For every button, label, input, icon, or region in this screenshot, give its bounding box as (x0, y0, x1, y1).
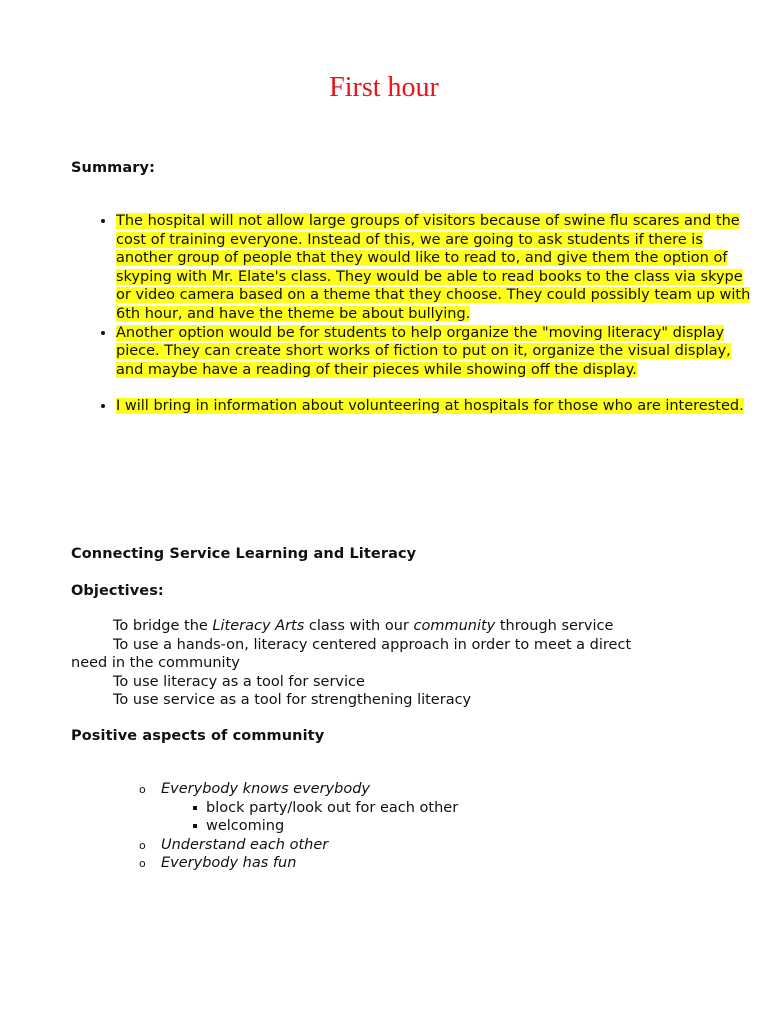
summary-item-text: I will bring in information about volunteering at hospitals for those who are interested. (116, 398, 744, 415)
objective-item: To use literacy as a tool for service (113, 673, 365, 690)
summary-item (116, 397, 756, 416)
objective-emphasis: community (413, 618, 496, 634)
positive-item-text: Everybody knows everybody (161, 781, 370, 797)
summary-item (116, 324, 756, 380)
objective-item (71, 617, 671, 636)
objectives-list (71, 617, 671, 710)
positive-sublist (161, 799, 721, 836)
page-title: First hour (329, 72, 439, 103)
summary-list (71, 212, 756, 416)
summary-item (116, 212, 756, 324)
objectives-heading: Objectives: (71, 583, 164, 599)
positive-subitem: welcoming (206, 817, 721, 836)
positive-list (116, 780, 721, 873)
positive-item: o Everybody has fun (161, 854, 721, 873)
list-spacer (116, 379, 756, 397)
objective-item: To use service as a tool for strengthening literacy (113, 692, 472, 709)
summary-heading: Summary: (71, 160, 155, 176)
positive-heading: Positive aspects of community (71, 728, 325, 744)
objective-text: class with our (304, 618, 414, 634)
positive-subitem: block party/look out for each other (206, 799, 721, 818)
summary-item-text: The hospital will not allow large groups of visitors because of swine flu scares and the cost of training everyone. Instead of this, we are going to ask students if there is another group of people that they would like to read to, and give them the option of skyping with Mr. Elate's class. They would be able to read books to the class via skype or video camera based on a theme that they choose. They could possibly team up with 6th hour, and have the theme be about bullying. (116, 213, 751, 322)
objective-text: through service (495, 618, 614, 634)
objective-emphasis: Literacy Arts (212, 618, 305, 634)
positive-item: o Understand each other (161, 836, 721, 855)
positive-item (161, 780, 721, 836)
objective-item: To use a hands-on, literacy centered approach in order to meet a direct need in the community (71, 636, 632, 672)
summary-item-text: Another option would be for students to help organize the "moving literacy" display piece. They can create short works of fiction to put on it, organize the visual display, and maybe have a reading of their pieces while showing off the display. (116, 324, 731, 378)
section-heading: Connecting Service Learning and Literacy (71, 546, 417, 562)
objective-text: To bridge the (113, 618, 213, 634)
